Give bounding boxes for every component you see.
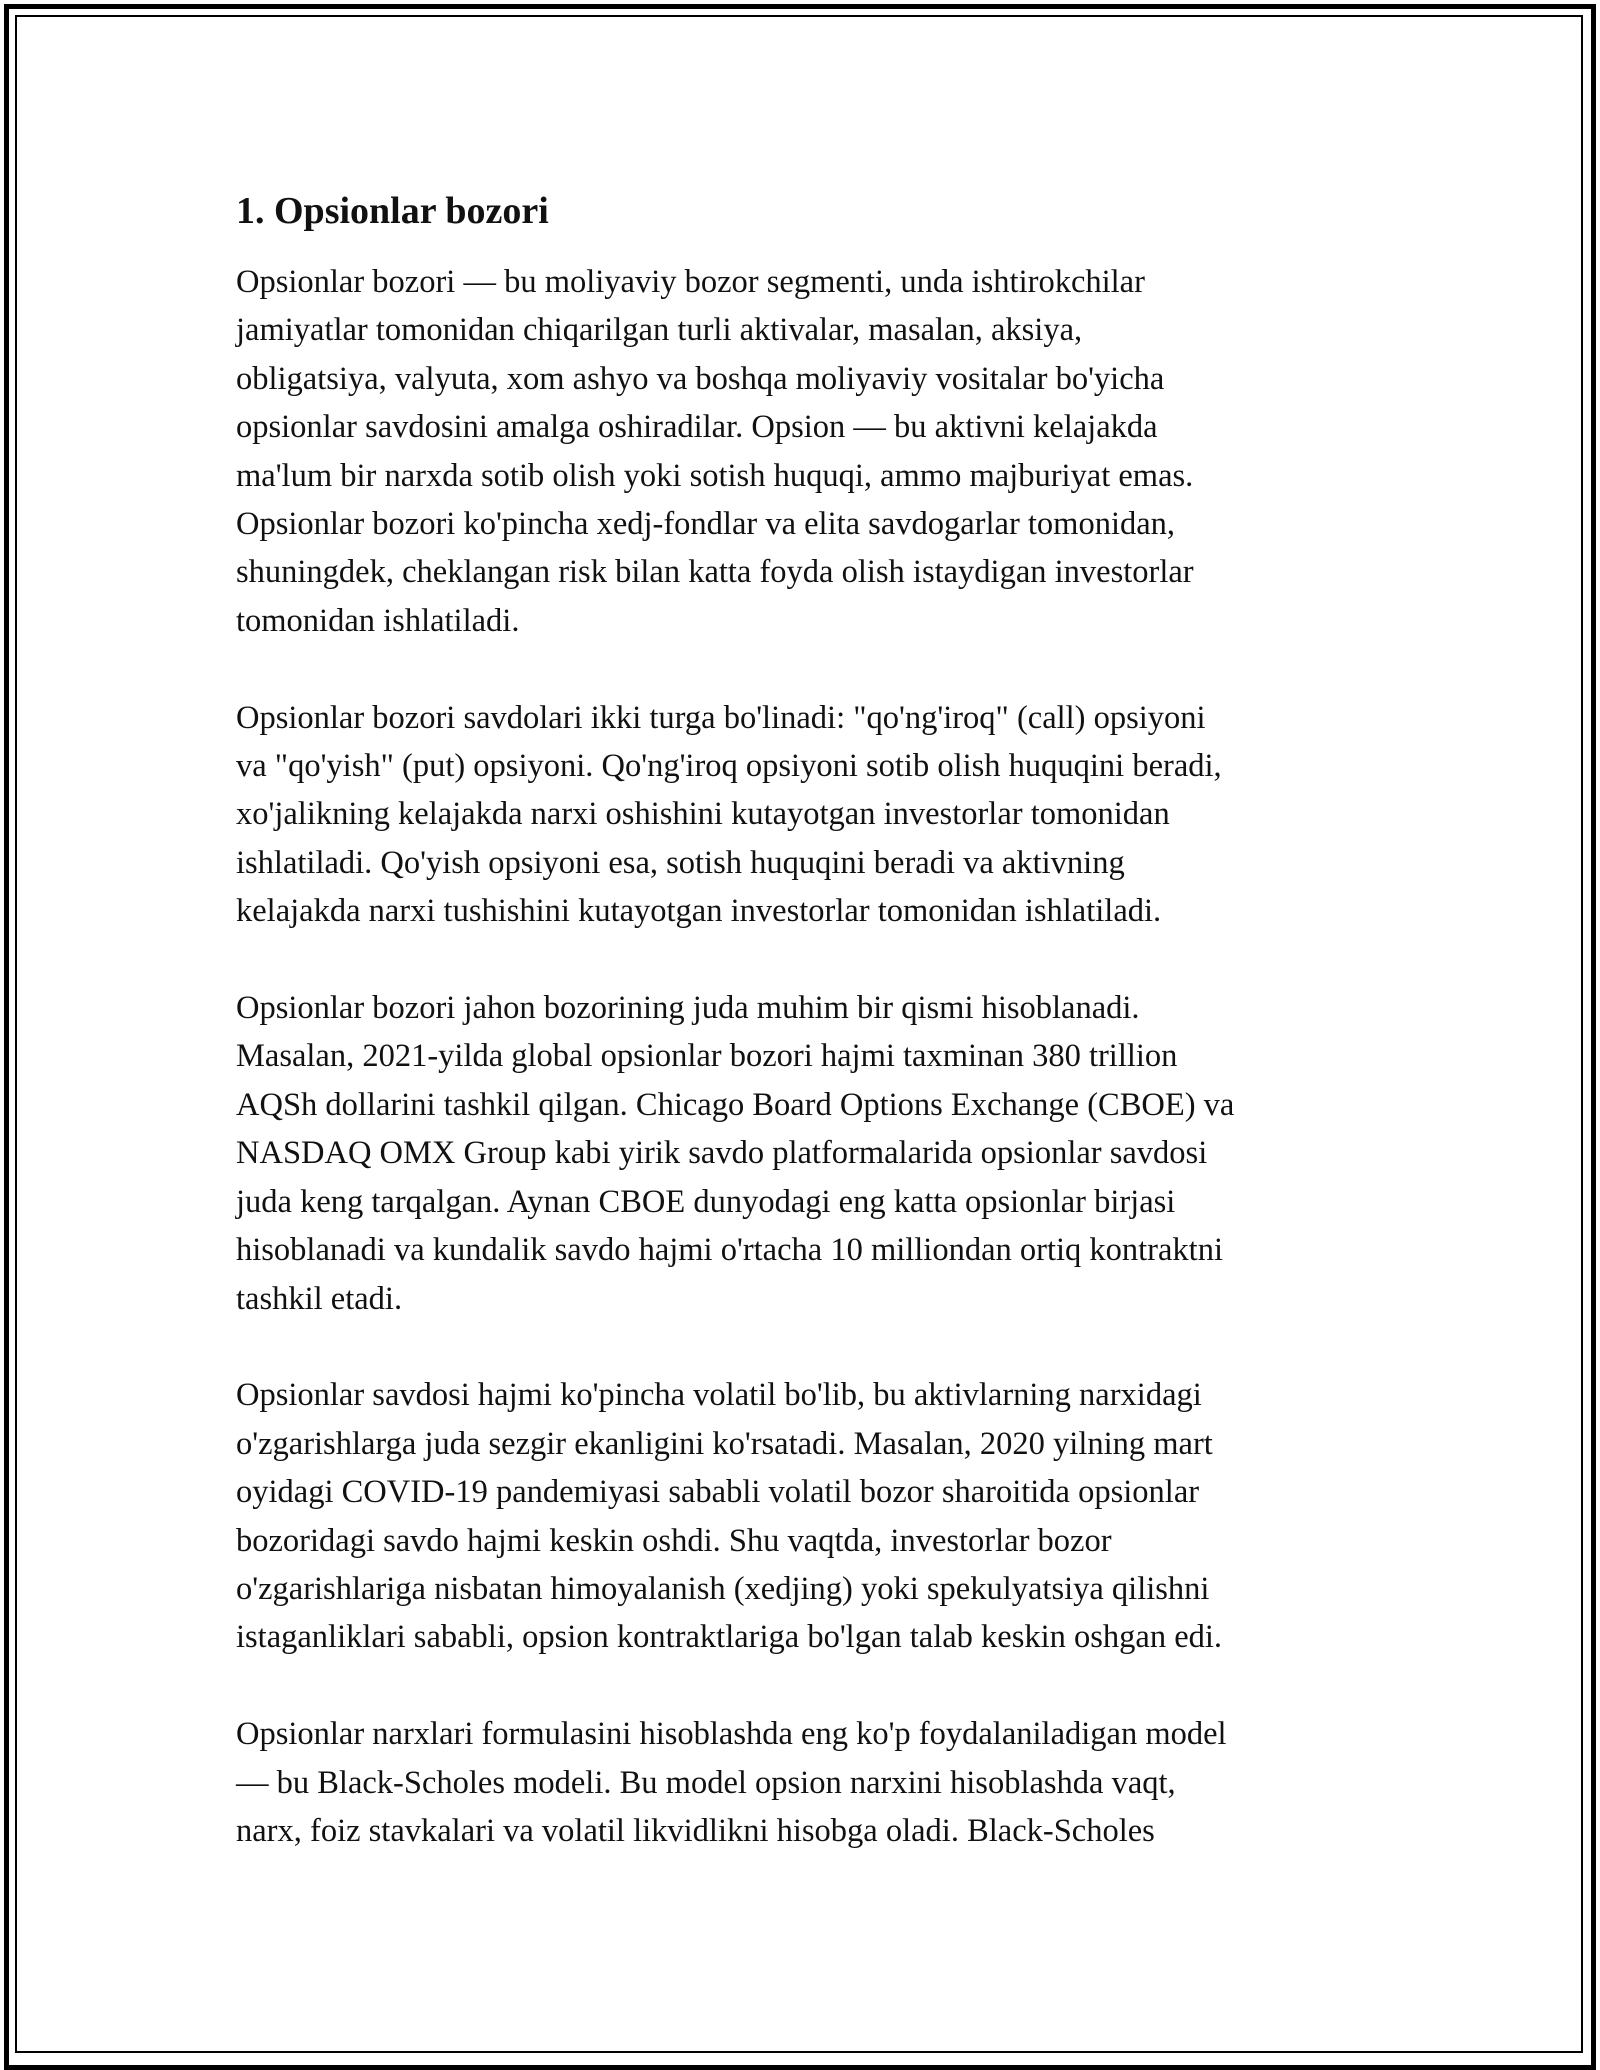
paragraph-1 [236, 258, 1376, 645]
text-line: Opsionlar bozori jahon bozorining juda muhim bir qismi hisoblanadi. [236, 990, 1140, 1027]
text-line: — bu Black-Scholes modeli. Bu model opsion narxini hisoblashda vaqt, [236, 1764, 1176, 1801]
paragraph-4 [236, 1371, 1376, 1661]
text-line: tomonidan ishlatiladi. [236, 602, 520, 639]
text-line: Opsionlar savdosi hajmi ko'pincha volatil bo'lib, bu aktivlarning narxidagi [236, 1377, 1202, 1414]
paragraph-5 [236, 1710, 1376, 1855]
text-line: istaganliklari sababli, opsion kontraktlariga bo'lgan talab keskin oshgan edi. [236, 1619, 1223, 1656]
text-line: tashkil etadi. [236, 1280, 403, 1317]
text-line: kelajakda narxi tushishini kutayotgan investorlar tomonidan ishlatiladi. [236, 893, 1162, 930]
text-line: o'zgarishlarga juda sezgir ekanligini ko'rsatadi. Masalan, 2020 yilning mart [236, 1425, 1213, 1462]
text-line: obligatsiya, valyuta, xom ashyo va boshqa moliyaviy vositalar bo'yicha [236, 360, 1165, 397]
text-line: shuningdek, cheklangan risk bilan katta foyda olish istaydigan investorlar [236, 554, 1194, 591]
text-line: va "qo'yish" (put) opsiyoni. Qo'ng'iroq opsiyoni sotib olish huquqini beradi, [236, 748, 1222, 785]
text-line: ma'lum bir narxda sotib olish yoki sotish huquqi, ammo majburiyat emas. [236, 457, 1194, 494]
text-line: Opsionlar narxlari formulasini hisoblashda eng ko'p foydalaniladigan model [236, 1716, 1227, 1753]
text-line: bozoridagi savdo hajmi keskin oshdi. Shu vaqtda, investorlar bozor [236, 1522, 1112, 1559]
text-line: Masalan, 2021-yilda global opsionlar bozori hajmi taxminan 380 trillion [236, 1038, 1178, 1075]
text-line: jamiyatlar tomonidan chiqarilgan turli aktivalar, masalan, aksiya, [236, 312, 1083, 349]
text-line: AQSh dollarini tashkil qilgan. Chicago Board Options Exchange (CBOE) va [236, 1086, 1235, 1123]
text-line: opsionlar savdosini amalga oshiradilar. Opsion — bu aktivni kelajakda [236, 409, 1158, 446]
paragraph-3 [236, 984, 1376, 1323]
section-heading: 1. Opsionlar bozori [236, 190, 549, 232]
text-line: o'zgarishlariga nisbatan himoyalanish (xedjing) yoki spekulyatsiya qilishni [236, 1570, 1210, 1607]
text-line: oyidagi COVID-19 pandemiyasi sababli volatil bozor sharoitida opsionlar [236, 1474, 1200, 1511]
text-line: juda keng tarqalgan. Aynan CBOE dunyodagi eng katta opsionlar birjasi [236, 1183, 1176, 1220]
text-line: ishlatiladi. Qo'yish opsiyoni esa, sotish huquqini beradi va aktivning [236, 844, 1125, 881]
text-line: Opsionlar bozori ko'pincha xedj-fondlar va elita savdogarlar tomonidan, [236, 506, 1176, 543]
text-line: xo'jalikning kelajakda narxi oshishini kutayotgan investorlar tomonidan [236, 796, 1170, 833]
text-line: hisoblanadi va kundalik savdo hajmi o'rtacha 10 milliondan ortiq kontraktni [236, 1232, 1223, 1269]
paragraph-2 [236, 694, 1376, 936]
text-line: Opsionlar bozori — bu moliyaviy bozor segmenti, unda ishtirokchilar [236, 264, 1145, 300]
text-line: Opsionlar bozori savdolari ikki turga bo'linadi: "qo'ng'iroq" (call) opsiyoni [236, 699, 1206, 736]
document-body [236, 186, 1376, 1904]
text-line: narx, foiz stavkalari va volatil likvidlikni hisobga oladi. Black-Scholes [236, 1812, 1155, 1849]
text-line: NASDAQ OMX Group kabi yirik savdo platformalarida opsionlar savdosi [236, 1135, 1208, 1172]
